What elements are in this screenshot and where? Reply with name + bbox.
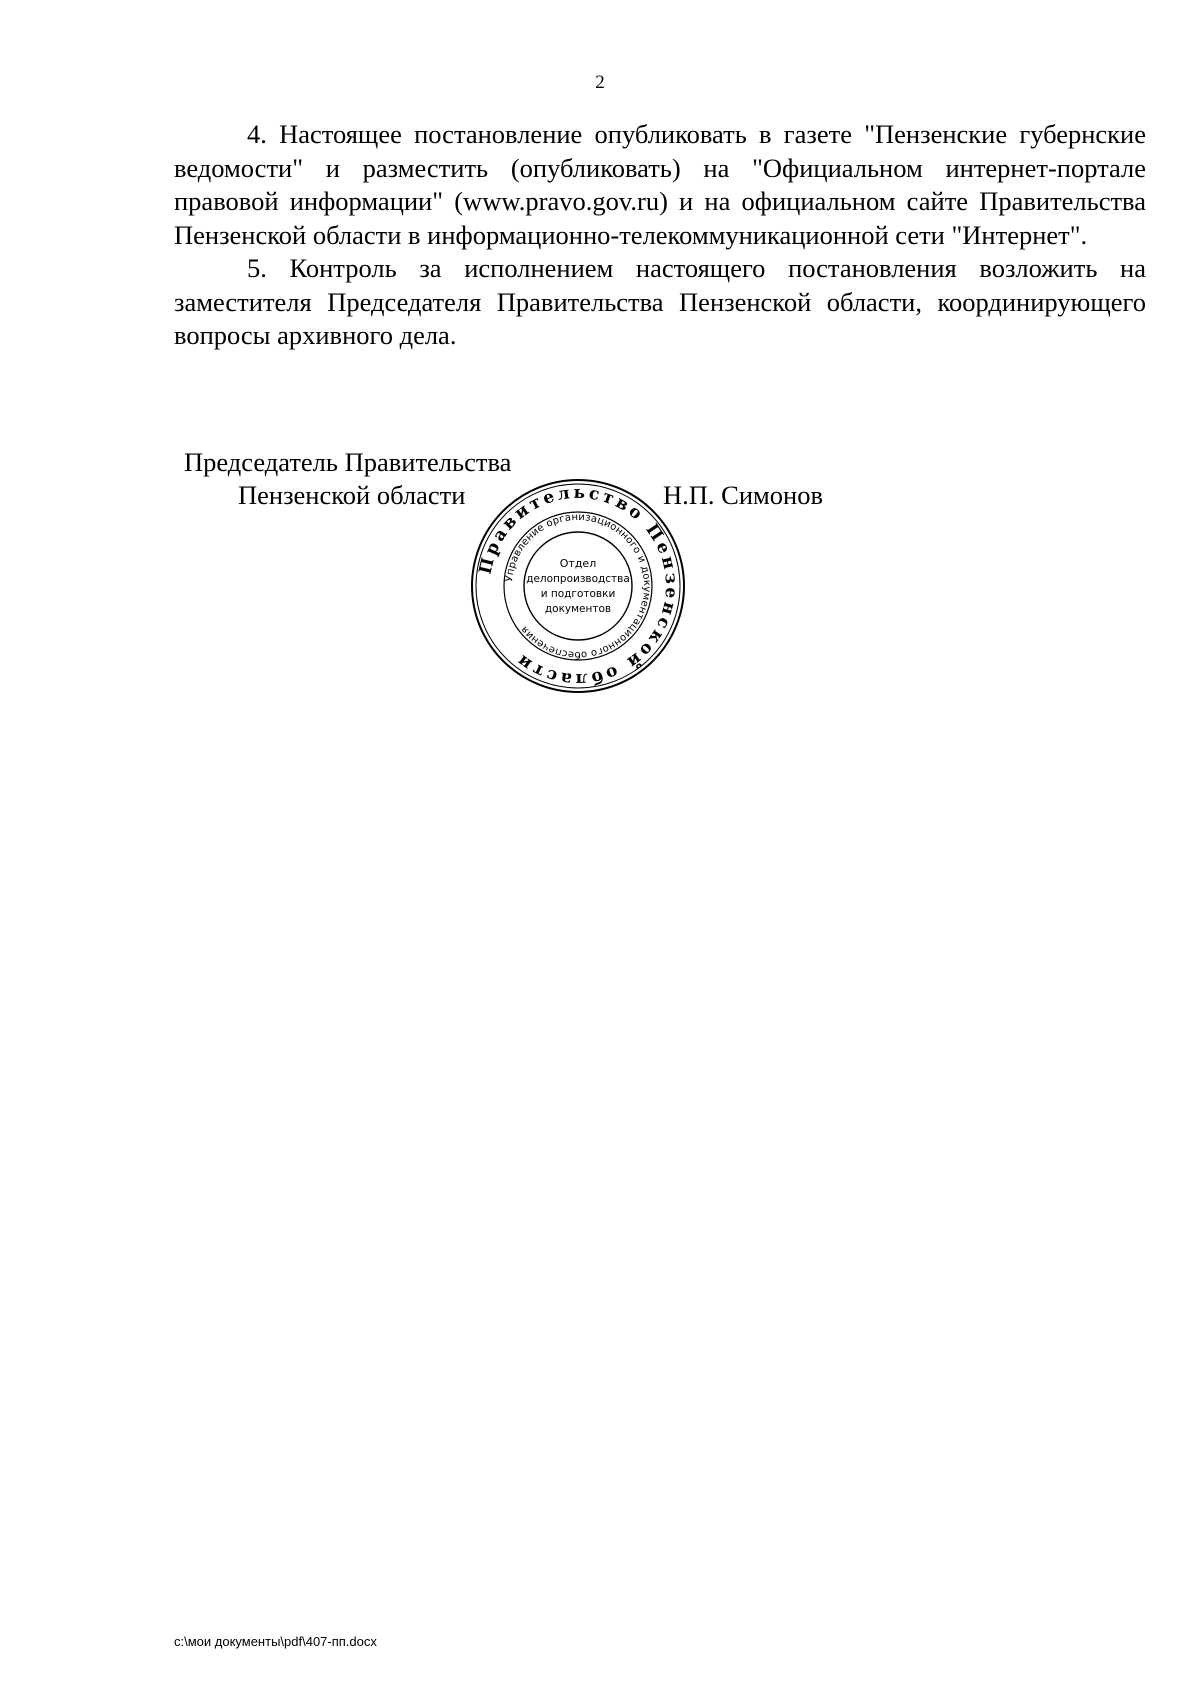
footer-file-path: c:\мои документы\pdf\407-пп.docx	[174, 1634, 377, 1649]
paragraph-4: 4. Настоящее постановление опубликовать в газете "Пензенские губернские ведомости" и разместить (опубликовать) на "Официальном интернет-портале правовой информации" (www.pravo.gov.ru) и на официальном сайте Правительства Пензенской области в информационно-телекоммуникационной сети "Интернет".	[174, 119, 1146, 250]
seal-graphic	[468, 476, 688, 696]
seal-outer-text: Правительство Пензенской области	[475, 482, 682, 690]
page-number: 2	[595, 72, 605, 93]
signatory-title-line1: Председатель Правительства	[184, 447, 512, 477]
seal-center-line2: делопроизводства	[526, 573, 630, 585]
official-seal	[468, 476, 688, 696]
signatory-name: Н.П. Симонов	[663, 480, 823, 510]
document-body	[174, 118, 1146, 353]
seal-center-line3: и подготовки	[540, 588, 616, 600]
seal-center-line1: Отдел	[559, 557, 597, 570]
seal-middle-text: Управление организационного и документационного обеспечения	[504, 511, 653, 661]
seal-center-line4: документов	[544, 603, 612, 615]
signatory-title-line2: Пензенской области	[238, 480, 466, 510]
paragraph-5: 5. Контроль за исполнением настоящего постановления возложить на заместителя Председателя Правительства Пензенской области, координирующего вопросы архивного дела.	[174, 253, 1146, 350]
svg-text:Управление организационного и	[504, 512, 652, 660]
